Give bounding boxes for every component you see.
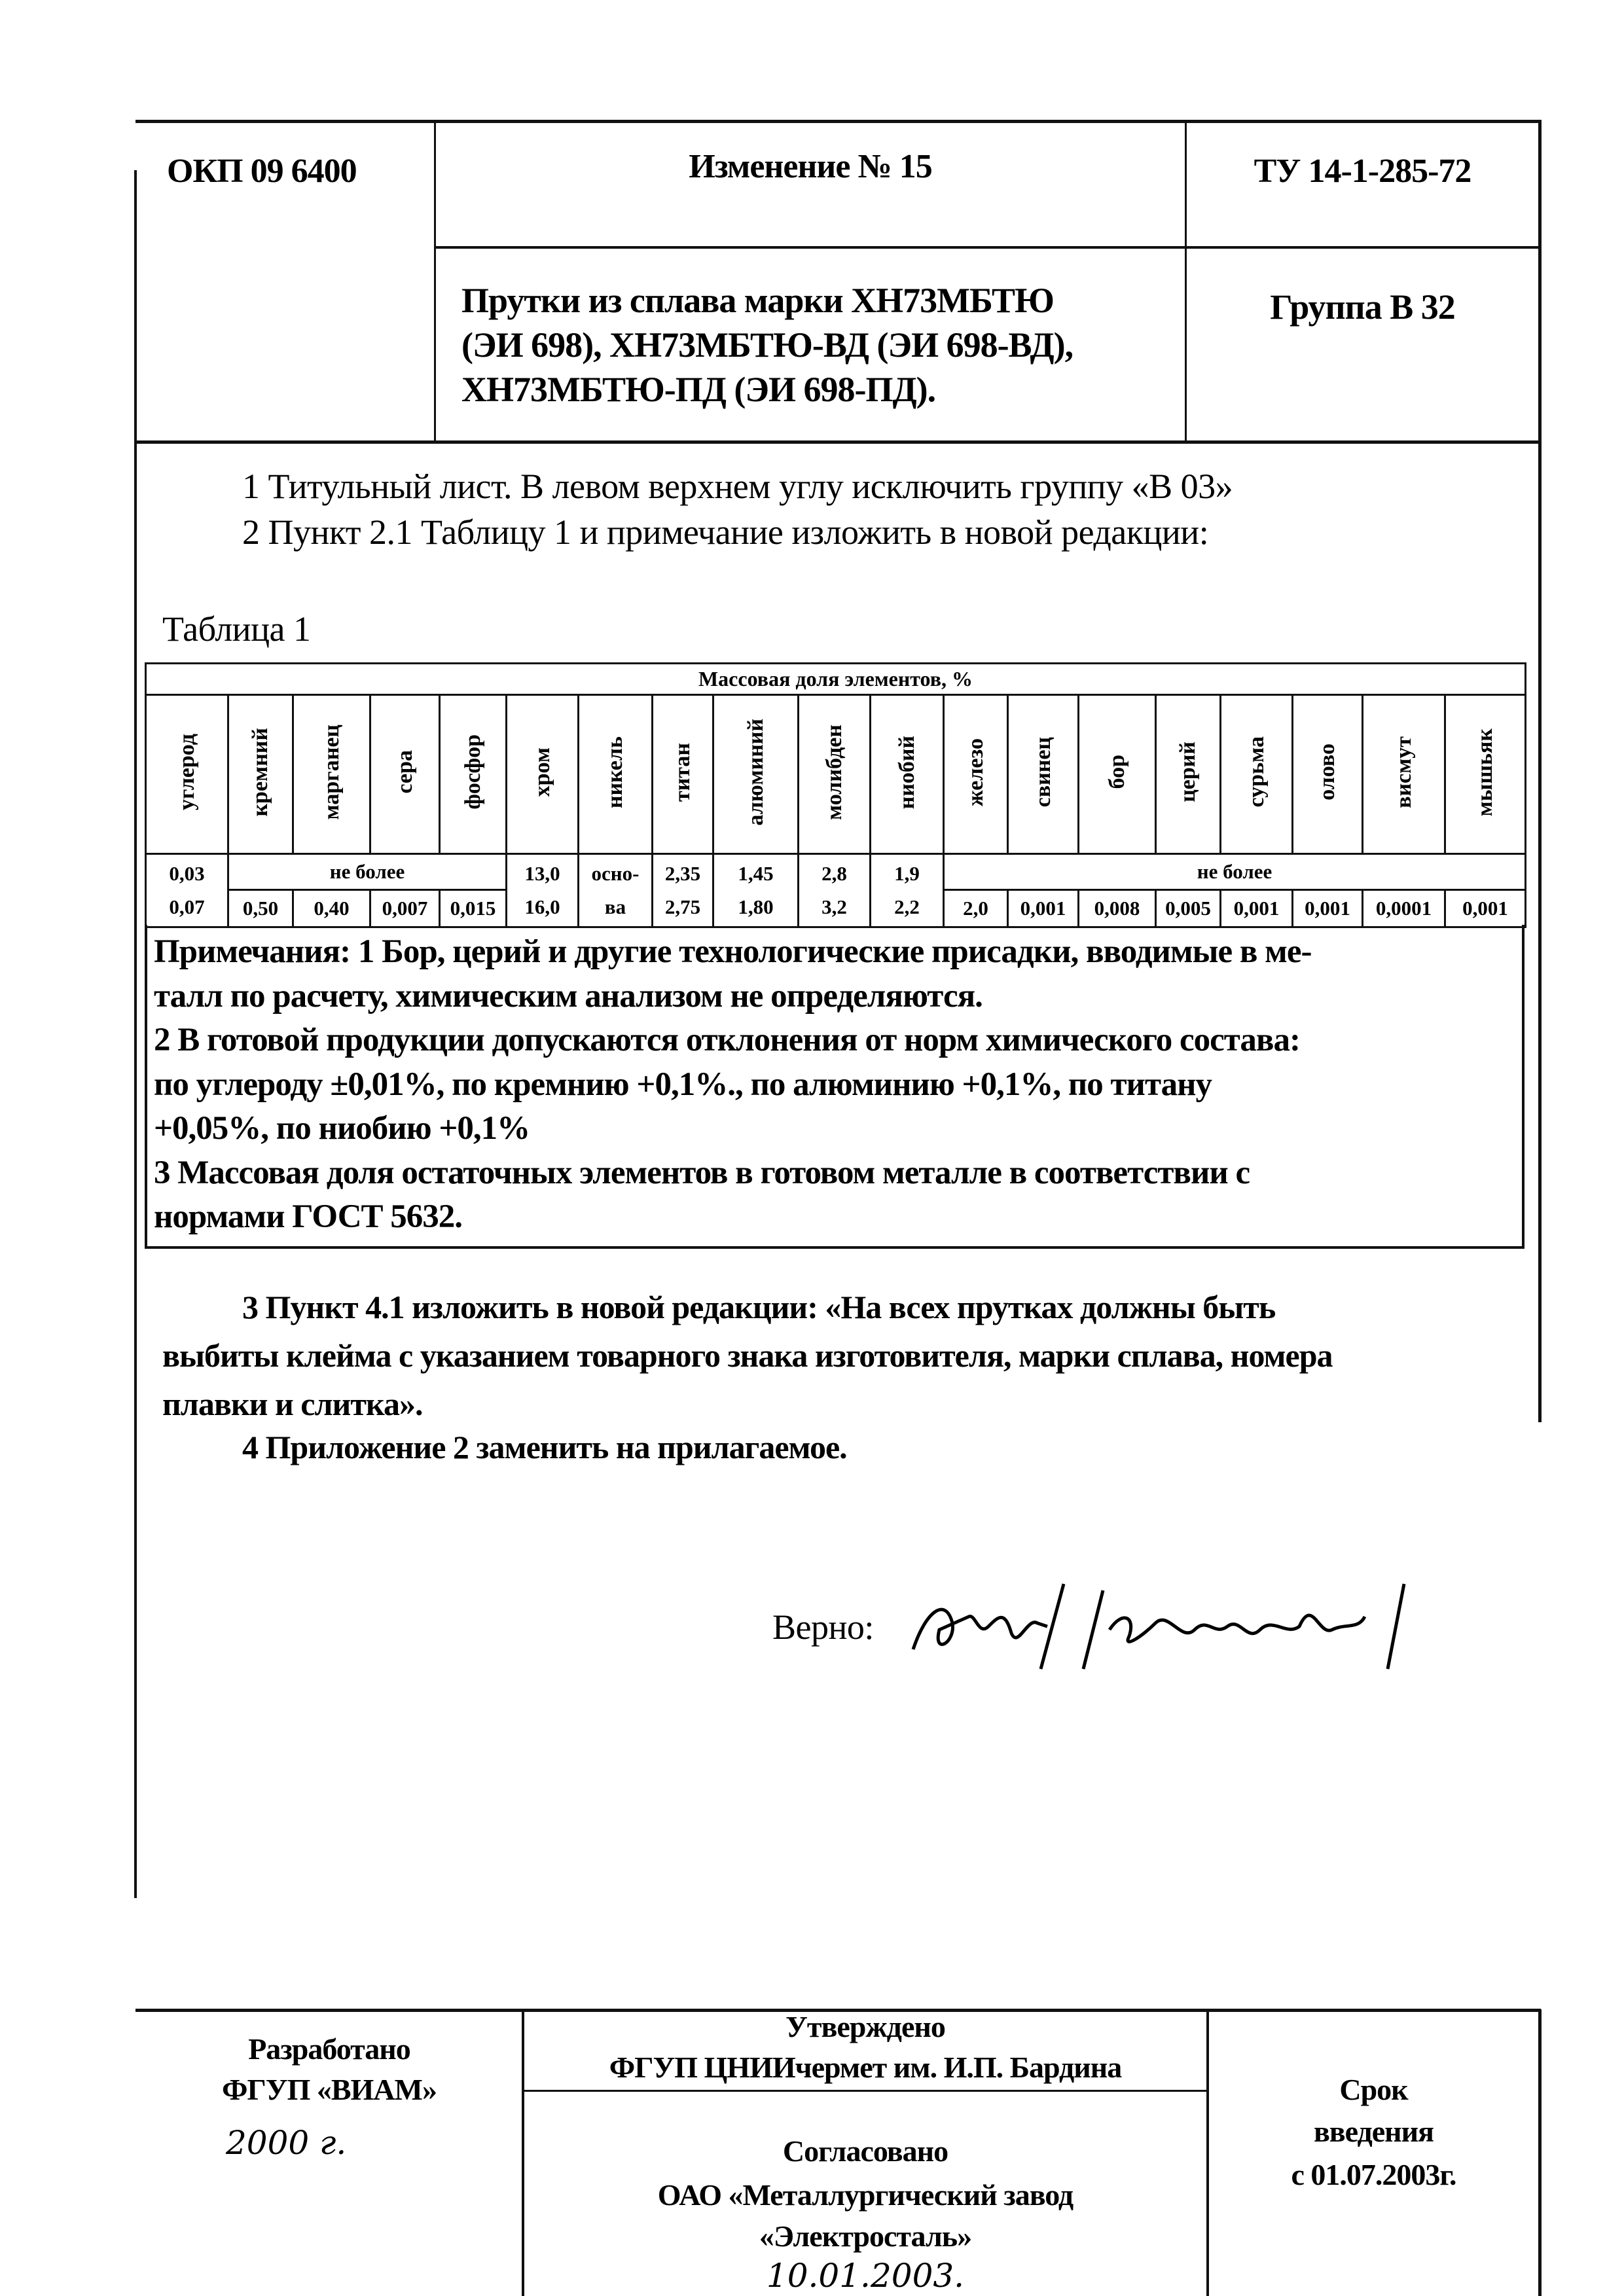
developer: ФГУП «ВИАМ» xyxy=(222,2073,437,2106)
item-4: 4 Приложение 2 заменить на прилагаемое. xyxy=(242,1429,847,1465)
column-header: олово xyxy=(1293,695,1363,854)
cell-value: 0,001 xyxy=(1293,890,1363,927)
column-header: хром xyxy=(507,695,579,854)
cell-titanium: 2,35 2,75 xyxy=(653,854,713,927)
developed-date: 2000 г. xyxy=(226,2124,347,2162)
table-notes xyxy=(145,925,1525,1249)
cell-carbon: 0,03 0,07 xyxy=(146,854,228,927)
cell-nickel: осно- ва xyxy=(579,854,653,927)
cell-value: 2,0 xyxy=(944,890,1008,927)
note-line: талл по расчету, химическим анализом не определяются. xyxy=(154,977,983,1014)
term-label: Срок xyxy=(1339,2073,1408,2106)
item-3-line: 3 Пункт 4.1 изложить в новой редакции: «На всех прутках должны быть xyxy=(242,1289,1276,1325)
column-header: висмут xyxy=(1363,695,1445,854)
column-header: сурьма xyxy=(1221,695,1293,854)
cell-molybdenum: 2,8 3,2 xyxy=(799,854,871,927)
table-row xyxy=(146,854,1526,890)
okp-code: ОКП 09 6400 xyxy=(167,152,357,190)
agreed-by: ОАО «Металлургический завод xyxy=(657,2178,1074,2212)
title-line: Прутки из сплава марки ХН73МБТЮ xyxy=(461,281,1054,320)
note-line: 2 В готовой продукции допускаются отклонения от норм химического состава: xyxy=(154,1022,1300,1058)
cell-niobium: 1,9 2,2 xyxy=(871,854,944,927)
change-number: Изменение № 15 xyxy=(689,148,932,185)
note-line: нормами ГОСТ 5632. xyxy=(154,1198,463,1235)
group-code: Группа В 32 xyxy=(1270,287,1455,327)
approver: ФГУП ЦНИИчермет им. И.П. Бардина xyxy=(609,2051,1122,2084)
cell-value: 0,001 xyxy=(1445,890,1526,927)
cell-value: 0,001 xyxy=(1008,890,1079,927)
cell-not-more: не более xyxy=(228,854,507,890)
column-header: алюминий xyxy=(713,695,799,854)
cell-value: 0,40 xyxy=(293,890,370,927)
item-2: 2 Пункт 2.1 Таблицу 1 и примечание изложить в новой редакции: xyxy=(242,512,1209,552)
cell-chromium: 13,0 16,0 xyxy=(507,854,579,927)
term-date: с 01.07.2003г. xyxy=(1291,2158,1456,2191)
cell-value: 0,0001 xyxy=(1363,890,1445,927)
column-header: свинец xyxy=(1008,695,1079,854)
column-header: бор xyxy=(1079,695,1156,854)
column-header: фосфор xyxy=(440,695,507,854)
column-header: молибден xyxy=(799,695,871,854)
agreed-label: Согласовано xyxy=(782,2134,948,2168)
cell-value: 0,015 xyxy=(440,890,507,927)
document-title xyxy=(461,278,1073,412)
column-header: углерод xyxy=(146,695,228,854)
composition-table xyxy=(145,662,1526,928)
agreed-by: «Электросталь» xyxy=(759,2219,972,2253)
table-title: Массовая доля элементов, % xyxy=(146,664,1526,695)
agreed-date: 10.01.2003. xyxy=(766,2257,965,2295)
developed-label: Разработано xyxy=(248,2032,410,2066)
cell-value: 0,50 xyxy=(228,890,293,927)
cell-value: 0,007 xyxy=(370,890,440,927)
table-label: Таблица 1 xyxy=(162,609,311,649)
note-line: Примечания: 1 Бор, церий и другие технологические присадки, вводимые в ме- xyxy=(154,933,1312,970)
column-header: марганец xyxy=(293,695,370,854)
column-header-row xyxy=(146,695,1526,854)
note-line: +0,05%, по ниобию +0,1% xyxy=(154,1110,530,1147)
column-header: церий xyxy=(1156,695,1221,854)
item-1: 1 Титульный лист. В левом верхнем углу исключить группу «В 03» xyxy=(242,467,1233,506)
approved-label: Утверждено xyxy=(785,2010,945,2043)
column-header: мышьяк xyxy=(1445,695,1526,854)
cell-value: 0,001 xyxy=(1221,890,1293,927)
note-line: 3 Массовая доля остаточных элементов в готовом металле в соответствии с xyxy=(154,1154,1250,1191)
column-header: титан xyxy=(653,695,713,854)
note-line: по углероду ±0,01%, по кремнию +0,1%., по алюминию +0,1%, по титану xyxy=(154,1066,1212,1103)
title-line: ХН73МБТЮ-ПД (ЭИ 698-ПД). xyxy=(461,370,936,409)
item-3-line: выбиты клейма с указанием товарного знака изготовителя, марки сплава, номера xyxy=(162,1337,1333,1374)
column-header: кремний xyxy=(228,695,293,854)
signature xyxy=(907,1571,1443,1682)
cell-value: 0,005 xyxy=(1156,890,1221,927)
tu-number: ТУ 14-1-285-72 xyxy=(1254,152,1471,190)
cell-aluminium: 1,45 1,80 xyxy=(713,854,799,927)
column-header: сера xyxy=(370,695,440,854)
cell-not-more: не более xyxy=(944,854,1526,890)
term-label: введения xyxy=(1313,2115,1434,2148)
cell-value: 0,008 xyxy=(1079,890,1156,927)
column-header: никель xyxy=(579,695,653,854)
title-line: (ЭИ 698), ХН73МБТЮ-ВД (ЭИ 698-ВД), xyxy=(461,325,1074,365)
item-3-line: плавки и слитка». xyxy=(162,1386,423,1422)
verified-label: Верно: xyxy=(772,1607,874,1647)
column-header: железо xyxy=(944,695,1008,854)
column-header: ниобий xyxy=(871,695,944,854)
